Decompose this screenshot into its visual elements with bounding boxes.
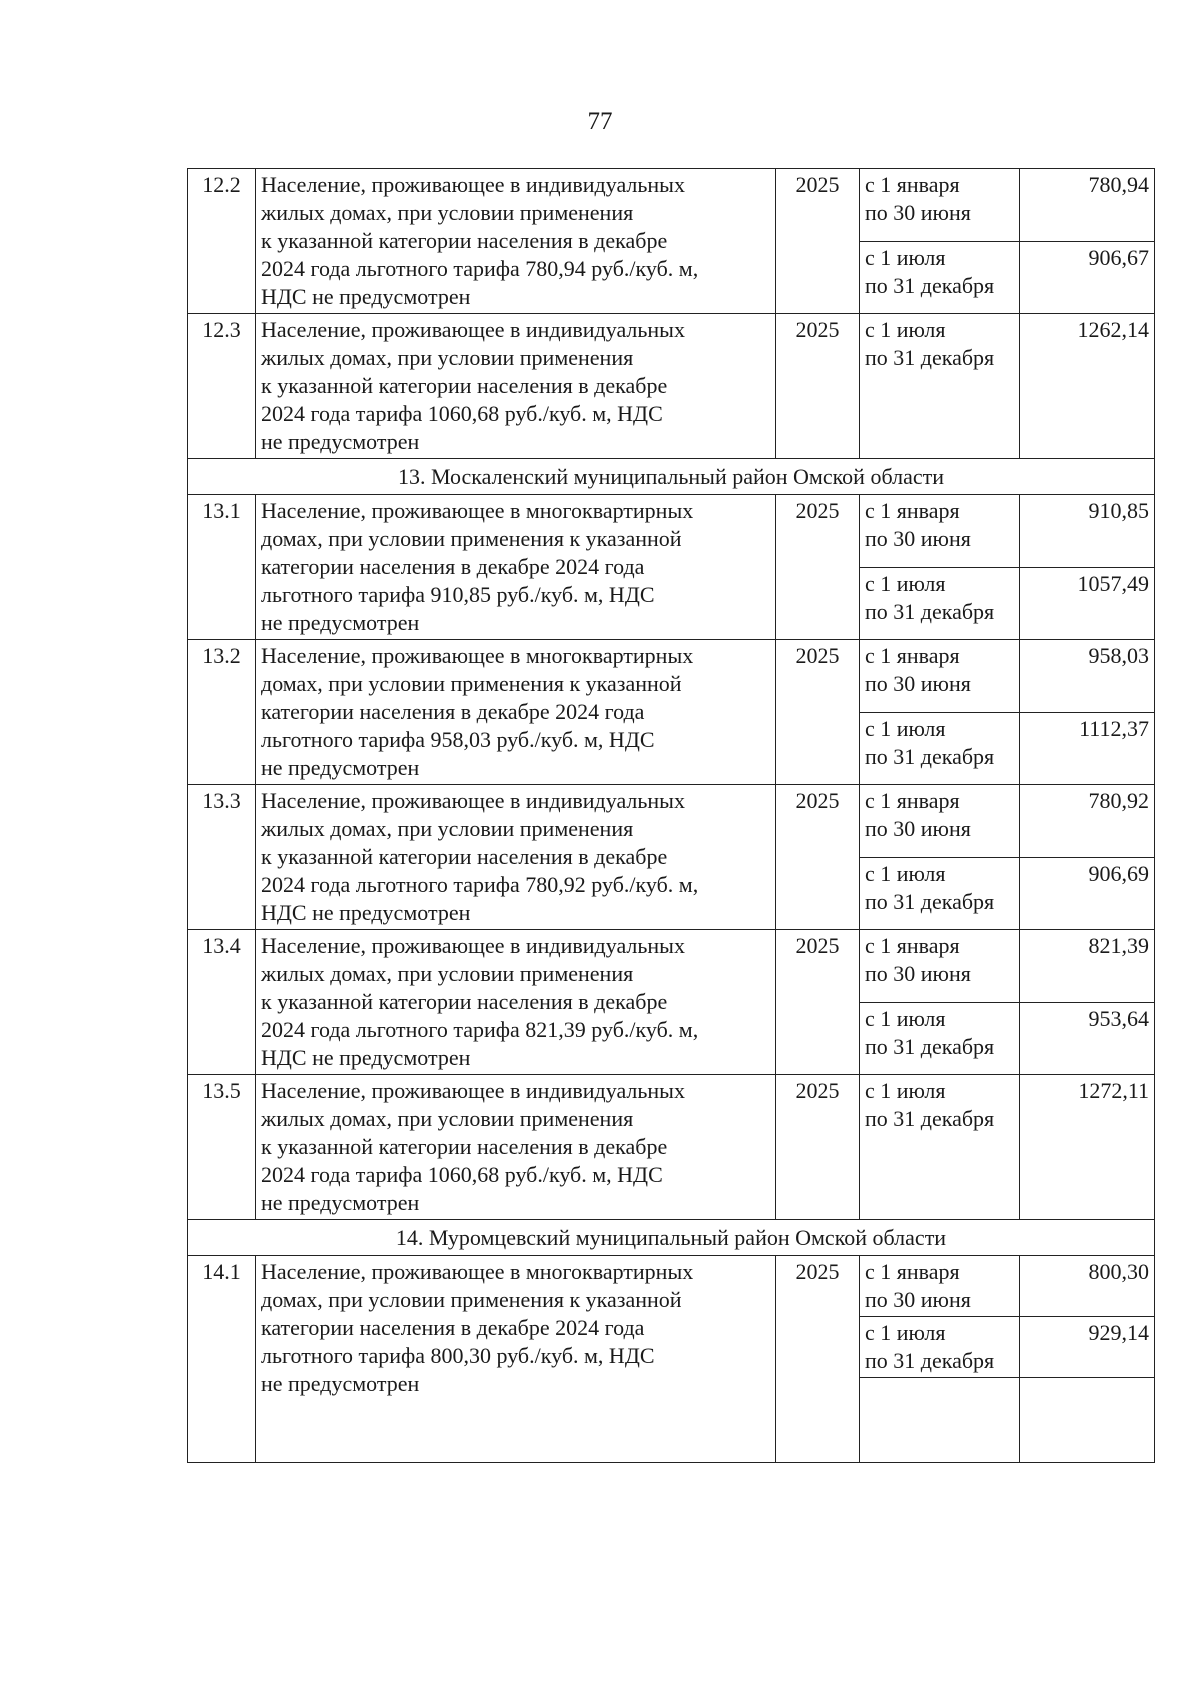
- tariff-value: 953,64: [1020, 1002, 1155, 1075]
- period-cell-empty: [860, 1378, 1020, 1463]
- period-line: с 1 января: [865, 1259, 960, 1284]
- row-description: [256, 1256, 776, 1463]
- row-year: 2025: [776, 495, 860, 640]
- period-cell: [860, 495, 1020, 568]
- description-line: не предусмотрен: [261, 755, 420, 780]
- description-line: льготного тарифа 800,30 руб./куб. м, НДС: [261, 1343, 655, 1368]
- description-line: домах, при условии применения к указанной: [261, 671, 682, 696]
- period-line: с 1 января: [865, 933, 960, 958]
- row-year: 2025: [776, 169, 860, 314]
- description-line: не предусмотрен: [261, 1371, 420, 1396]
- period-line: по 31 декабря: [865, 1106, 995, 1131]
- period-line: с 1 июля: [865, 1078, 946, 1103]
- period-line: с 1 июля: [865, 317, 946, 342]
- description-line: Население, проживающее в индивидуальных: [261, 317, 685, 342]
- row-description: [256, 930, 776, 1075]
- description-line: 2024 года тарифа 1060,68 руб./куб. м, НДС: [261, 401, 663, 426]
- period-cell: [860, 640, 1020, 713]
- row-description: [256, 640, 776, 785]
- row-year: 2025: [776, 1075, 860, 1220]
- period-line: с 1 января: [865, 172, 960, 197]
- row-description: [256, 495, 776, 640]
- table-row: [188, 495, 1155, 568]
- description-line: жилых домах, при условии применения: [261, 1106, 634, 1131]
- row-number: 12.3: [188, 314, 256, 459]
- period-cell: [860, 1075, 1020, 1220]
- description-line: 2024 года льготного тарифа 821,39 руб./куб. м,: [261, 1017, 699, 1042]
- description-line: НДС не предусмотрен: [261, 284, 471, 309]
- row-year: 2025: [776, 1256, 860, 1463]
- tariff-value: 910,85: [1020, 495, 1155, 568]
- row-description: [256, 1075, 776, 1220]
- period-line: с 1 июля: [865, 715, 946, 741]
- description-line: категории населения в декабре 2024 года: [261, 1315, 645, 1340]
- description-line: льготного тарифа 910,85 руб./куб. м, НДС: [261, 582, 655, 607]
- description-line: жилых домах, при условии применения: [261, 200, 634, 225]
- tariff-value: 1057,49: [1020, 567, 1155, 640]
- section-row: [188, 459, 1155, 495]
- section-title: 14. Муромцевский муниципальный район Омской области: [395, 1225, 947, 1250]
- tariff-value: 780,92: [1020, 785, 1155, 858]
- tariff-table: [187, 168, 1155, 1463]
- description-line: категории населения в декабре 2024 года: [261, 699, 645, 724]
- period-cell: [860, 1002, 1020, 1075]
- tariff-value: 821,39: [1020, 930, 1155, 1003]
- period-line: с 1 июля: [865, 1005, 946, 1031]
- description-line: жилых домах, при условии применения: [261, 961, 634, 986]
- description-line: не предусмотрен: [261, 610, 420, 635]
- tariff-value: 906,67: [1020, 241, 1155, 314]
- table-row: [188, 930, 1155, 1003]
- period-line: по 31 декабря: [865, 598, 995, 624]
- description-line: 2024 года тарифа 1060,68 руб./куб. м, НДС: [261, 1162, 663, 1187]
- period-line: по 30 июня: [865, 961, 971, 986]
- description-line: жилых домах, при условии применения: [261, 345, 634, 370]
- table-row: [188, 1256, 1155, 1317]
- table-row: [188, 640, 1155, 713]
- period-cell: [860, 314, 1020, 459]
- description-line: не предусмотрен: [261, 429, 420, 454]
- row-number: 13.3: [188, 785, 256, 930]
- period-line: по 30 июня: [865, 671, 971, 696]
- row-year: 2025: [776, 785, 860, 930]
- period-cell: [860, 785, 1020, 858]
- period-line: с 1 января: [865, 788, 960, 813]
- section-title-cell: [188, 1220, 1155, 1256]
- description-line: Население, проживающее в индивидуальных: [261, 172, 685, 197]
- description-line: Население, проживающее в многоквартирных: [261, 498, 694, 523]
- period-line: с 1 июля: [865, 860, 946, 886]
- row-number: 13.1: [188, 495, 256, 640]
- period-line: с 1 июля: [865, 244, 946, 270]
- row-number: 14.1: [188, 1256, 256, 1463]
- description-line: Население, проживающее в многоквартирных: [261, 1259, 694, 1284]
- description-line: к указанной категории населения в декабре: [261, 1134, 668, 1159]
- tariff-value: 800,30: [1020, 1256, 1155, 1317]
- table-row: [188, 785, 1155, 858]
- period-line: по 31 декабря: [865, 888, 995, 914]
- description-line: к указанной категории населения в декабре: [261, 373, 668, 398]
- table-row: [188, 1075, 1155, 1220]
- period-line: по 30 июня: [865, 1287, 971, 1312]
- period-line: с 1 января: [865, 643, 960, 668]
- period-line: по 31 декабря: [865, 743, 995, 769]
- period-line: по 31 декабря: [865, 345, 995, 370]
- period-cell: [860, 857, 1020, 930]
- description-line: жилых домах, при условии применения: [261, 816, 634, 841]
- tariff-value: 780,94: [1020, 169, 1155, 242]
- description-line: Население, проживающее в индивидуальных: [261, 933, 685, 958]
- row-year: 2025: [776, 640, 860, 785]
- period-line: по 30 июня: [865, 816, 971, 841]
- period-line: по 31 декабря: [865, 1033, 995, 1059]
- period-line: по 30 июня: [865, 526, 971, 551]
- table-row: [188, 169, 1155, 242]
- period-line: с 1 июля: [865, 1320, 946, 1345]
- period-cell: [860, 169, 1020, 242]
- row-description: [256, 785, 776, 930]
- tariff-value-empty: [1020, 1378, 1155, 1463]
- description-line: домах, при условии применения к указанной: [261, 526, 682, 551]
- tariff-value: 958,03: [1020, 640, 1155, 713]
- description-line: к указанной категории населения в декабре: [261, 844, 668, 869]
- description-line: домах, при условии применения к указанной: [261, 1287, 682, 1312]
- tariff-value: 929,14: [1020, 1317, 1155, 1378]
- period-cell: [860, 1256, 1020, 1317]
- row-year: 2025: [776, 930, 860, 1075]
- description-line: к указанной категории населения в декабре: [261, 989, 668, 1014]
- row-number: 13.2: [188, 640, 256, 785]
- description-line: Население, проживающее в индивидуальных: [261, 788, 685, 813]
- period-cell: [860, 930, 1020, 1003]
- description-line: Население, проживающее в многоквартирных: [261, 643, 694, 668]
- period-line: по 30 июня: [865, 200, 971, 225]
- description-line: Население, проживающее в индивидуальных: [261, 1078, 685, 1103]
- table-row: [188, 314, 1155, 459]
- period-line: с 1 июля: [865, 570, 946, 596]
- section-title-cell: [188, 459, 1155, 495]
- row-description: [256, 314, 776, 459]
- section-row: [188, 1220, 1155, 1256]
- period-cell: [860, 1317, 1020, 1378]
- page-number: 77: [587, 108, 613, 135]
- row-number: 13.5: [188, 1075, 256, 1220]
- row-number: 13.4: [188, 930, 256, 1075]
- tariff-value: 1112,37: [1020, 712, 1155, 785]
- description-line: категории населения в декабре 2024 года: [261, 554, 645, 579]
- description-line: НДС не предусмотрен: [261, 1045, 471, 1070]
- description-line: НДС не предусмотрен: [261, 900, 471, 925]
- tariff-table-body: [188, 169, 1155, 1463]
- tariff-value: 906,69: [1020, 857, 1155, 930]
- period-line: по 31 декабря: [865, 1348, 995, 1373]
- row-description: [256, 169, 776, 314]
- description-line: к указанной категории населения в декабре: [261, 228, 668, 253]
- description-line: не предусмотрен: [261, 1190, 420, 1215]
- description-line: льготного тарифа 958,03 руб./куб. м, НДС: [261, 727, 655, 752]
- row-number: 12.2: [188, 169, 256, 314]
- tariff-value: 1262,14: [1020, 314, 1155, 459]
- description-line: 2024 года льготного тарифа 780,92 руб./куб. м,: [261, 872, 699, 897]
- period-line: с 1 января: [865, 498, 960, 523]
- period-line: по 31 декабря: [865, 272, 995, 298]
- period-cell: [860, 241, 1020, 314]
- description-line: 2024 года льготного тарифа 780,94 руб./куб. м,: [261, 256, 699, 281]
- period-cell: [860, 712, 1020, 785]
- row-year: 2025: [776, 314, 860, 459]
- section-title: 13. Москаленский муниципальный район Омской области: [397, 464, 944, 489]
- period-cell: [860, 567, 1020, 640]
- tariff-value: 1272,11: [1020, 1075, 1155, 1220]
